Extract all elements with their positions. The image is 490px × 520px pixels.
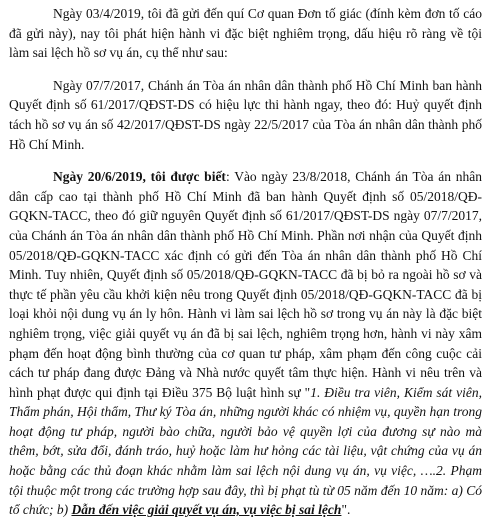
paragraph-3 <box>9 167 482 520</box>
paragraph-3-body: : Vào ngày 23/8/2018, Chánh án Tòa án nhân dân cấp cao tại thành phố Hồ Chí Minh đã ban hành Quyết định số 05/2018/QĐ-GQKN-TACC, theo đó giữ nguyên Quyết định số 61/2017/QĐST-DS ngày 07/7/2017, của Chánh án Tòa án nhân dân thành phố Hồ Chí Minh. Phần nơi nhận của Quyết định 05/2018/QĐ-GQKN-TACC xác định có gửi đến Tòa án nhân dân thành phố Hồ Chí Minh. Tuy nhiên, Quyết định số 05/2018/QĐ-GQKN-TACC đã bị bỏ ra ngoài hồ sơ và thực tế phần yêu cầu khởi kiện nêu trong Quyết định 05/2018/QĐ-GQKN-TACC đã bị loại khỏi nội dung vụ án ly hôn. Hành vi làm sai lệch hồ sơ trong vụ án này là đặc biệt nghiêm trọng, việc giải quyết vụ án đã bị sai lệch, nghiêm trọng hơn, hành vi này xâm phạm đến hoạt động bình thường của cơ quan tư pháp, xâm phạm đến công cuộc cải cách tư pháp đang được Đảng và Nhà nước quyết tâm thực hiện. Hành vi nêu trên và hình phạt được qui định tại Điều 375 Bộ luật hình sự " <box>9 169 482 400</box>
paragraph-1 <box>9 4 482 63</box>
paragraph-1-text: Ngày 03/4/2019, tôi đã gửi đến quí Cơ quan Đơn tố giác (đính kèm đơn tố cáo đã gửi này), nay tôi phát hiện hành vi đặc biệt nghiêm trọng, dấu hiệu rõ ràng về tội làm sai lệch hồ sơ vụ án, cụ thể như sau: <box>9 6 482 61</box>
paragraph-3-lead: Ngày 20/6/2019, tôi được biết <box>53 169 226 185</box>
legal-quote-emphasis: Dẫn đến việc giải quyết vụ án, vụ việc bị sai lệch <box>71 502 342 518</box>
paragraph-2-text: Ngày 07/7/2017, Chánh án Tòa án nhân dân thành phố Hồ Chí Minh ban hành Quyết định số 61/2017/QĐST-DS có hiệu lực thi hành ngay, theo đó: Huỷ quyết định tách hồ sơ vụ án số 42/2017/QĐST-DS ngày 22/5/2017 của Tòa án nhân dân thành phố Hồ Chí Minh. <box>9 77 482 152</box>
legal-quote: 1. Điều tra viên, Kiểm sát viên, Thẩm phán, Hội thẩm, Thư ký Tòa án, những người khác có nhiệm vụ, quyền hạn trong hoạt động tư pháp, người bào chữa, người bảo vệ quyền lợi của đương sự nào mà thêm, bớt, sửa đổi, đánh tráo, huỷ hoặc làm hư hỏng các tài liệu, vật chứng của vụ án hoặc bằng các thủ đoạn khác nhằm làm sai lệch nội dung vụ án, vụ việc, ….2. Phạm tội thuộc một trong các trường hợp sau đây, thì bị phạt tù từ 05 năm đến 10 năm: a) Có tổ chức; b) <box>9 384 482 518</box>
legal-quote-close: ". <box>341 502 351 518</box>
paragraph-2 <box>9 76 482 154</box>
